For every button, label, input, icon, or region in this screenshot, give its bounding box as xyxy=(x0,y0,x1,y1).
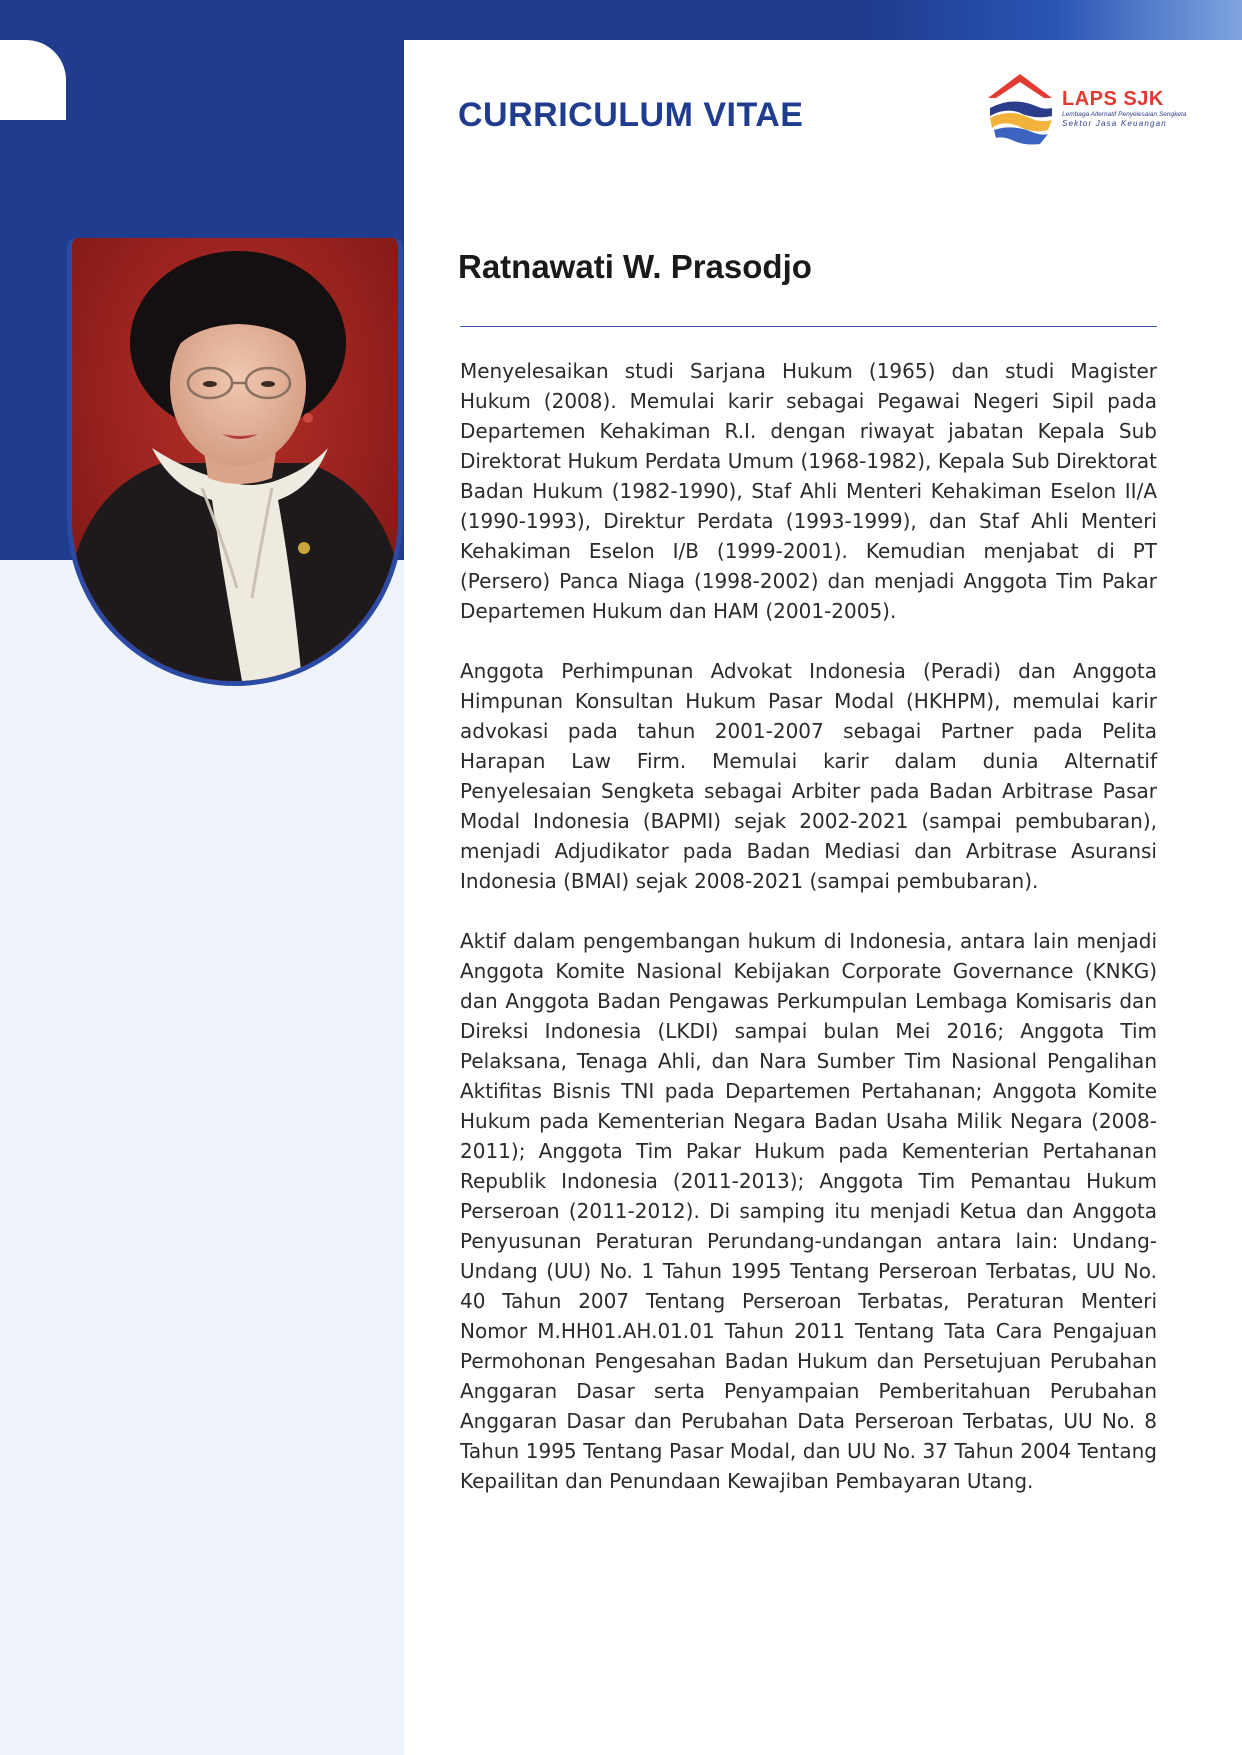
person-name: Ratnawati W. Prasodjo xyxy=(458,248,812,285)
bio-paragraph-3: Aktif dalam pengembangan hukum di Indonesia, antara lain menjadi Anggota Komite Nasional Kebijakan Corporate Governance (KNKG) dan Anggota Badan Pengawas Perkumpulan Lembaga Komisaris dan Direksi Indonesia (LKDI) sampai bulan Mei 2016; Anggota Tim Pelaksana, Tenaga Ahli, dan Nara Sumber Tim Nasional Pengalihan Aktifitas Bisnis TNI pada Departemen Pertahanan; Anggota Komite Hukum pada Kementerian Negara Badan Usaha Milik Negara (2008-2011); Anggota Tim Pakar Hukum pada Kementerian Pertahanan Republik Indonesia (2011-2013); Anggota Tim Pemantau Hukum Perseroan (2011-2012). Di samping itu menjadi Ketua dan Anggota Penyusunan Peraturan Perundang-undangan antara lain: Undang-Undang (UU) No. 1 Tahun 1995 Tentang Perseroan Terbatas, UU No. 40 Tahun 2007 Tentang Perseroan Terbatas, Peraturan Menteri Nomor M.HH01.AH.01.01 Tahun 2011 Tentang Tata Cara Pengajuan Permohonan Pengesahan Badan Hukum dan Persetujuan Perubahan Anggaran Dasar serta Penyampaian Pemberitahuan Perubahan Anggaran Dasar dan Perubahan Data Perseroan Terbatas, UU No. 8 Tahun 1995 Tentang Pasar Modal, dan UU No. 37 Tahun 2004 Tentang Kepailitan dan Penundaan Kewajiban Pembayaran Utang. xyxy=(460,929,1157,1493)
logo-name: LAPS SJK xyxy=(1062,88,1164,110)
biography xyxy=(460,356,1157,1526)
bio-paragraph-2: Anggota Perhimpunan Advokat Indonesia (Peradi) dan Anggota Himpunan Konsultan Hukum Pasar Modal (HKHPM), memulai karir advokasi pada tahun 2001-2007 sebagai Partner pada Pelita Harapan Law Firm. Memulai karir dalam dunia Alternatif Penyelesaian Sengketa sebagai Arbiter pada Badan Arbitrase Pasar Modal Indonesia (BAPMI) sejak 2002-2021 (sampai pembubaran), menjadi Adjudikator pada Badan Mediasi dan Arbitrase Asuransi Indonesia (BMAI) sejak 2008-2021 (sampai pembubaran). xyxy=(460,659,1157,893)
logo-subtitle-2: Sektor Jasa Keuangan xyxy=(1062,119,1167,128)
laps-sjk-logo xyxy=(982,68,1192,152)
portrait-illustration xyxy=(72,238,398,681)
handshake-house-icon xyxy=(982,68,1058,148)
bio-paragraph-1: Menyelesaikan studi Sarjana Hukum (1965) dan studi Magister Hukum (2008). Memulai karir sebagai Pegawai Negeri Sipil pada Departemen Kehakiman R.I. dengan riwayat jabatan Kepala Sub Direktorat Hukum Perdata Umum (1968-1982), Kepala Sub Direktorat Badan Hukum (1982-1990), Staf Ahli Menteri Kehakiman Eselon II/A (1990-1993), Direktur Perdata (1993-1999), dan Staf Ahli Menteri Kehakiman Eselon I/B (1999-2001). Kemudian menjabat di PT (Persero) Panca Niaga (1998-2002) dan menjadi Anggota Tim Pakar Departemen Hukum dan HAM (2001-2005). xyxy=(460,359,1157,623)
profile-photo xyxy=(67,238,403,686)
sidebar-lower-panel xyxy=(0,560,404,1755)
page-title: CURRICULUM VITAE xyxy=(458,96,804,134)
logo-subtitle-1: Lembaga Alternatif Penyelesaian Sengketa xyxy=(1062,111,1187,118)
divider xyxy=(460,326,1157,327)
